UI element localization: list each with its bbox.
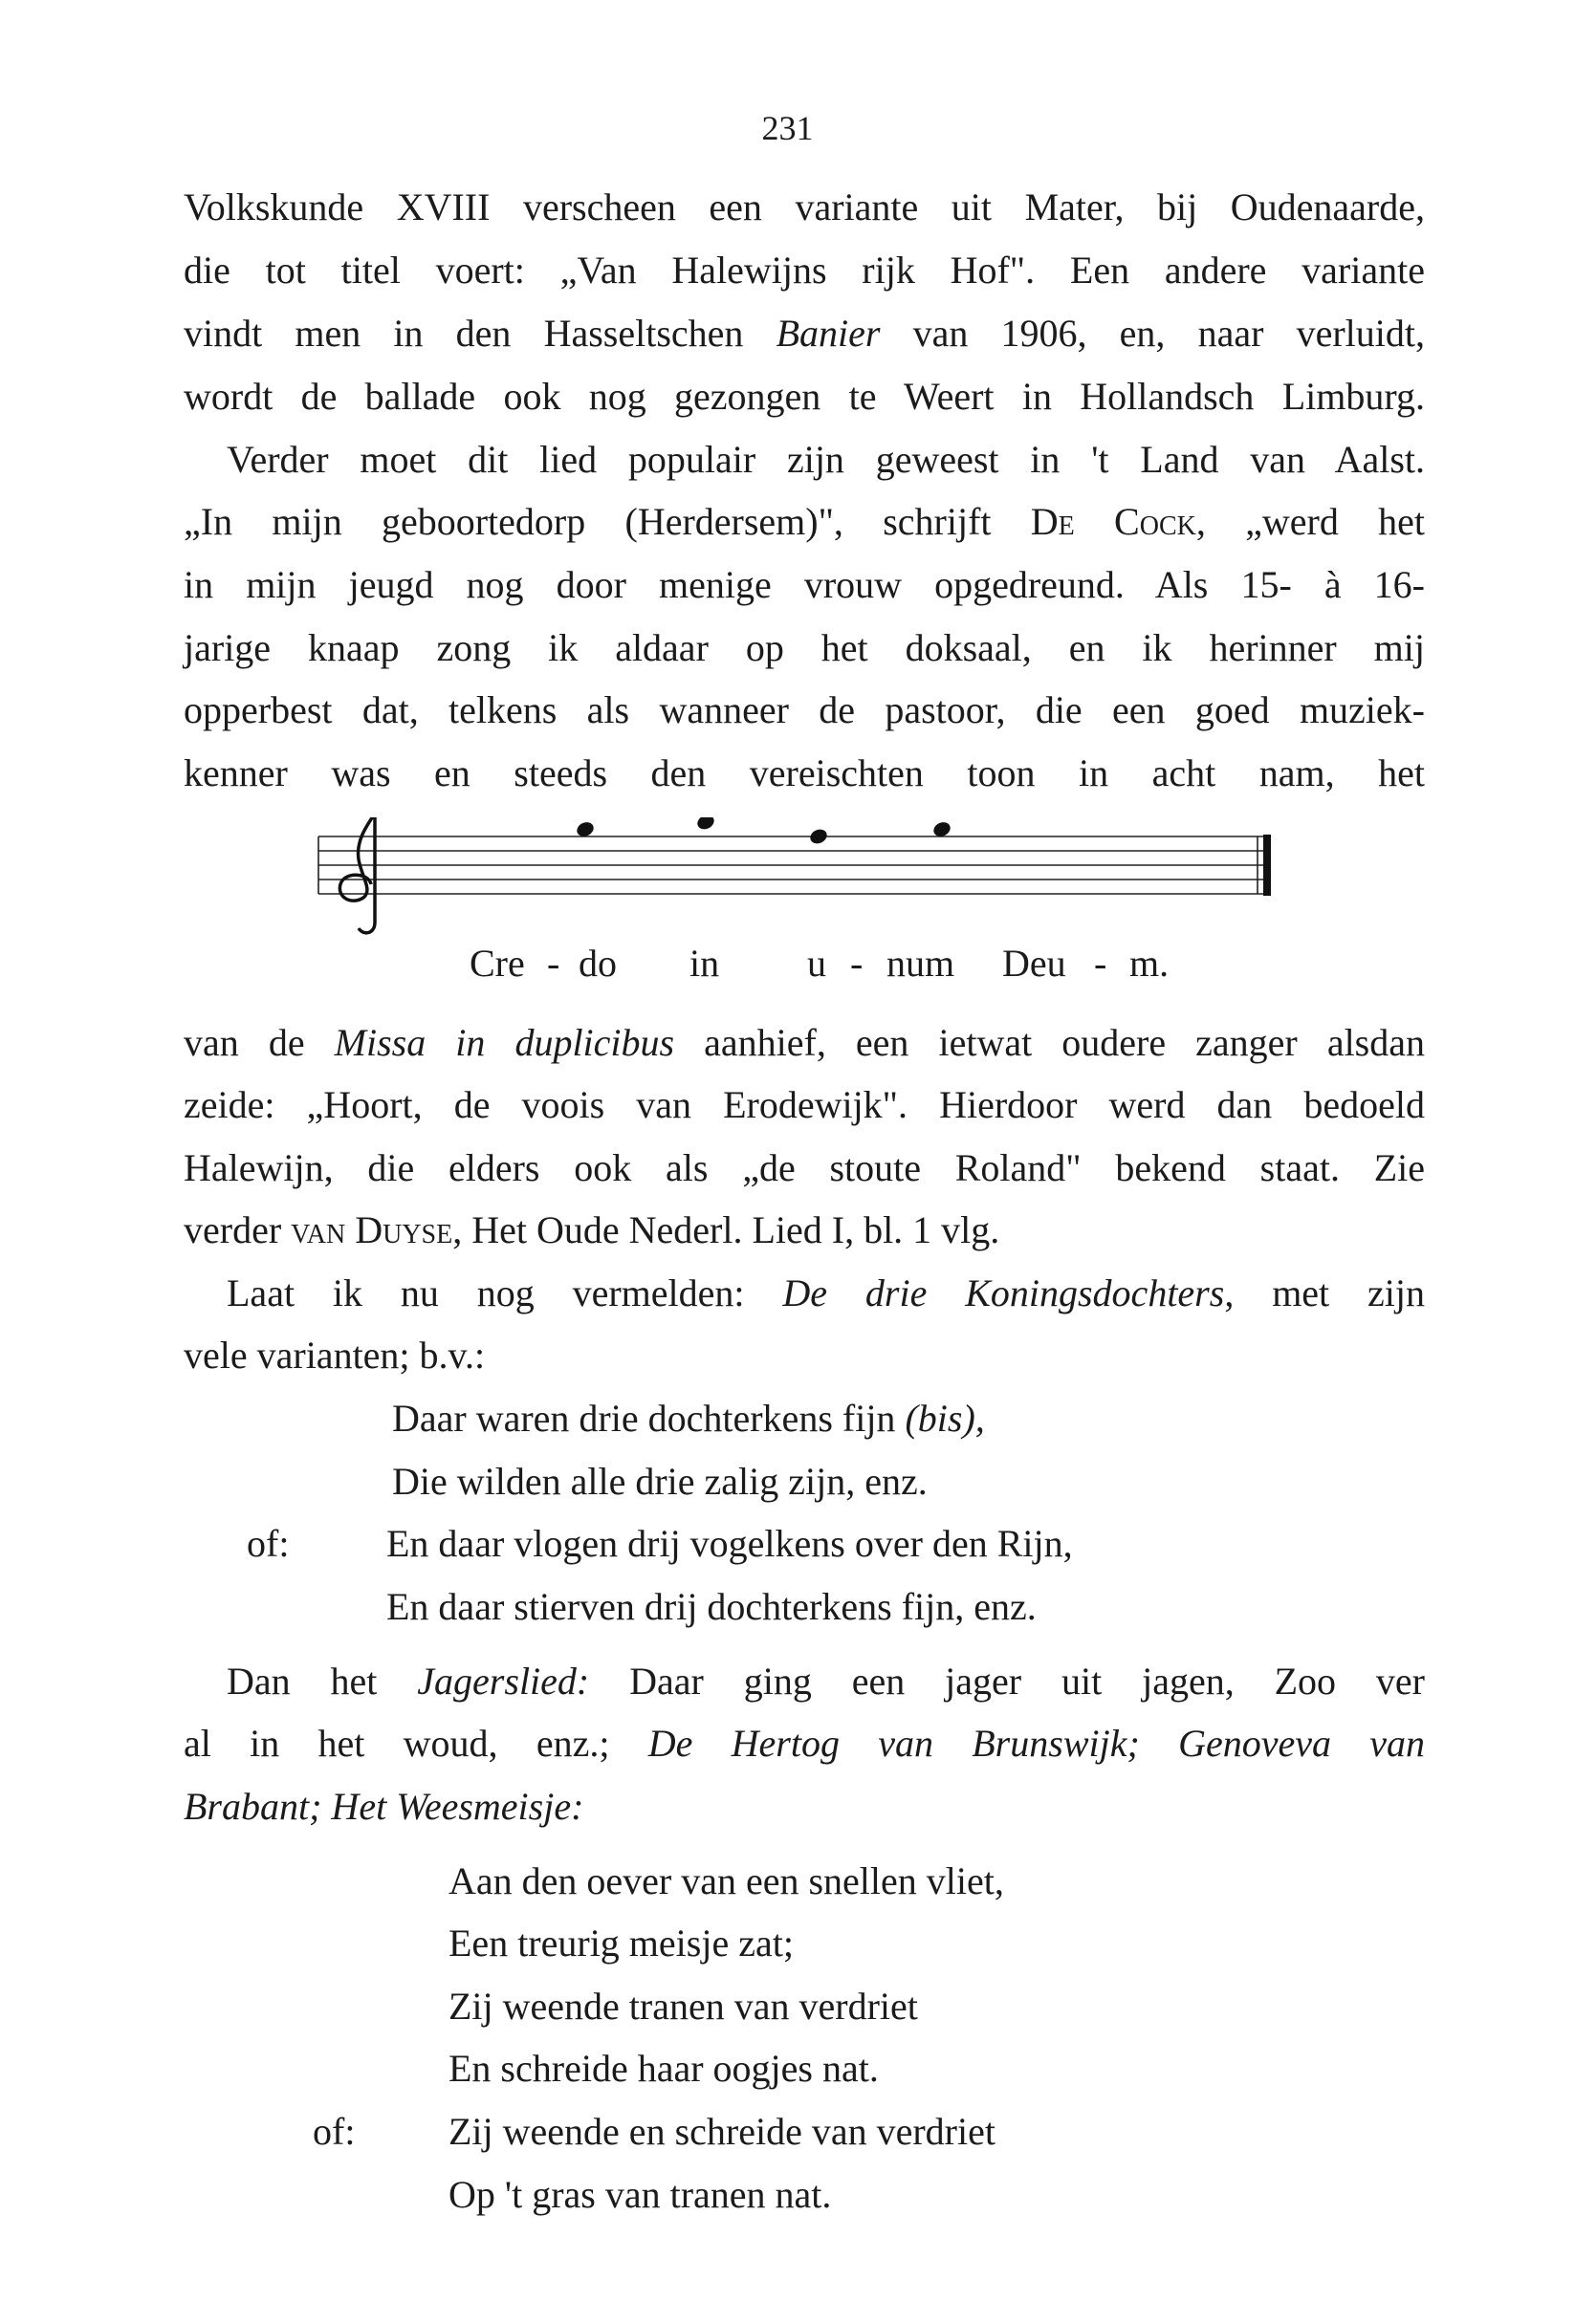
text-line: van de Missa in duplicibus aanhief, een ietwat oudere zanger alsdan: [184, 1021, 1426, 1064]
text-line: jarige knaap zong ik aldaar op het doksaal, en ik herinner mij: [184, 626, 1425, 669]
verse-prefix: of:: [313, 2110, 356, 2153]
text-line: al in het woud, enz.; De Hertog van Brunswijk; Genoveva van: [184, 1722, 1425, 1765]
verse-line: En schreide haar oogjes nat.: [448, 2047, 879, 2090]
text-line: Laat ik nu nog vermelden: De drie Koningsdochters, met zijn: [227, 1271, 1426, 1314]
verse-line: En daar stierven drij dochterkens fijn, enz.: [386, 1585, 1037, 1628]
lyric-syllable: -: [1094, 942, 1107, 985]
page-number: 231: [761, 109, 814, 147]
italic-title: De drie Koningsdochters: [782, 1271, 1225, 1314]
note-head: [808, 827, 829, 846]
text-line: verder van Duyse, Het Oude Nederl. Lied I, bl. 1 vlg.: [184, 1208, 1000, 1251]
text-line: Halewijn, die elders ook als „de stoute Roland" bekend staat. Zie: [184, 1146, 1425, 1189]
text-line: „In mijn geboortedorp (Herdersem)", schrijft De Cock, „werd het: [184, 500, 1425, 543]
text-line: [184, 1782, 583, 1832]
italic-title: De Hertog van Brunswijk; Genoveva van: [647, 1722, 1425, 1765]
lyric-syllable: Deu: [1002, 942, 1066, 985]
text-line: Verder moet dit lied populair zijn geweest in 't Land van Aalst.: [227, 438, 1425, 481]
verse-line: Zij weende tranen van verdriet: [448, 1985, 918, 2028]
lyric-syllable: in: [689, 942, 720, 985]
text-line: vele varianten; b.v.:: [184, 1334, 486, 1377]
text-line: die tot titel voert: „Van Halewijns rijk Hof". Een andere variante: [184, 249, 1425, 292]
music-staff: [0, 817, 1575, 942]
lyric-syllable: -: [547, 942, 560, 985]
italic-title: Banier: [776, 312, 881, 355]
text-line: in mijn jeugd nog door menige vrouw opgedreund. Als 15- à 16-: [184, 563, 1425, 606]
text-line: vindt men in den Hasseltschen Banier van 1906, en, naar verluidt,: [184, 312, 1425, 355]
italic-title: Brabant; Het Weesmeisje:: [184, 1785, 584, 1828]
lyric-syllable: num: [886, 942, 955, 985]
lyric-syllable: Cre: [470, 942, 525, 985]
text-line: Volkskunde XVIII verscheen een variante uit Mater, bij Oudenaarde,: [184, 185, 1425, 228]
verse-line: Die wilden alle drie zalig zijn, enz.: [392, 1460, 928, 1503]
text-line: zeide: „Hoort, de voois van Erodewijk". Hierdoor werd dan bedoeld: [184, 1083, 1425, 1126]
note-head: [695, 817, 716, 832]
lyric-syllable: do: [579, 942, 617, 985]
author-name: van Duyse: [291, 1208, 453, 1251]
verse-line: Daar waren drie dochterkens fijn (bis),: [392, 1397, 985, 1440]
italic-title: Jagerslied:: [417, 1660, 590, 1703]
verse-line: Een treurig meisje zat;: [448, 1922, 794, 1965]
verse-line: Aan den oever van een snellen vliet,: [448, 1859, 1004, 1902]
verse-line: Op 't gras van tranen nat.: [448, 2173, 832, 2216]
text-line: opperbest dat, telkens als wanneer de pastoor, die een goed muziek-: [184, 688, 1425, 731]
author-name: De Cock: [1030, 500, 1196, 543]
text-line: wordt de ballade ook nog gezongen te Weert in Hollandsch Limburg.: [184, 375, 1425, 418]
lyric-syllable: -: [850, 942, 864, 985]
text-line: Dan het Jagerslied: Daar ging een jager uit jagen, Zoo ver: [227, 1660, 1425, 1703]
lyric-syllable: u: [807, 942, 826, 985]
treble-clef-icon: [339, 817, 375, 933]
verse-prefix: of:: [247, 1522, 290, 1565]
text-line: kenner was en steeds den vereischten toon in acht nam, het: [184, 751, 1425, 794]
verse-line: Zij weende en schreide van verdriet: [448, 2110, 995, 2153]
italic-title: Missa in duplicibus: [334, 1021, 675, 1064]
lyric-syllable: m.: [1129, 942, 1170, 985]
verse-line: En daar vlogen drij vogelkens over den Rijn,: [386, 1522, 1073, 1565]
